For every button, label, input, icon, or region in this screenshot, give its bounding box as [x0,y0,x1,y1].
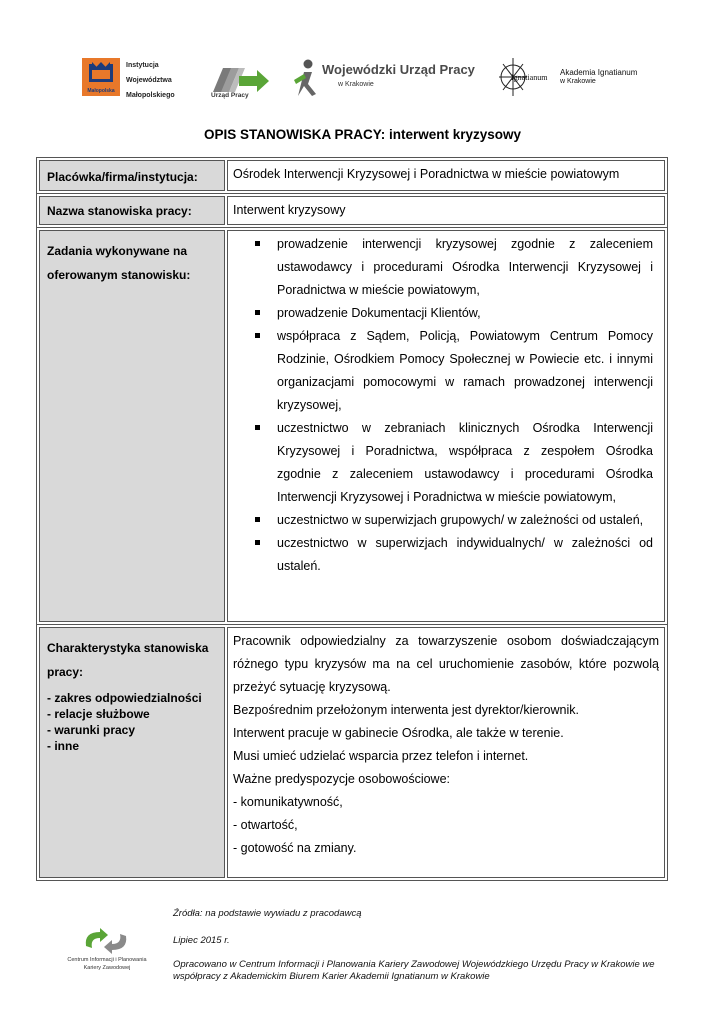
credits-line-2: współpracy z Akademickim Biurem Karier Akademii Ignatianum w Krakowie [173,971,490,982]
list-item: prowadzenie interwencji kryzysowej zgodnie z zaleceniem ustawodawcy i procedurami Ośrodka Interwencji Kryzysowej i Poradnictwa w mieście powiatowym, [277,233,657,302]
table-row-nazwa [37,193,667,227]
credits-line-1: Opracowano w Centrum Informacji i Planowania Kariery Zawodowej Wojewódzkiego Urzędu Pracy w Krakowie we [173,959,655,970]
zadania-list [233,233,659,578]
nazwa-label: Nazwa stanowiska pracy: [39,196,225,225]
table-row-zadania [37,227,667,624]
char-line: Musi umieć udzielać wsparcia przez telefon i internet. [233,749,529,763]
wup-subtitle: w Krakowie [338,81,374,88]
table-row-charakterystyka [37,624,667,880]
list-item: współpraca z Sądem, Policją, Powiatowym Centrum Pomocy Rodzinie, Ośrodkiem Pomocy Społecznej w Powiecie etc. i innymi organizacjami pomocowymi w ramach prowadzonej interwencji kryzysowej, [277,325,657,417]
urzad-pracy-label: Urząd Pracy [211,92,249,99]
table-row-placowka [37,158,667,193]
ciip-logo [80,926,132,956]
sublabel-relacje: - relacje służbowe [47,707,150,721]
list-item: uczestnictwo w superwizjach grupowych/ w zależności od ustaleń, [277,509,657,532]
nazwa-value: Interwent kryzysowy [227,196,665,225]
source-note: Źródła: na podstawie wywiadu z pracodawcą [173,908,362,919]
sublabel-warunki: - warunki pracy [47,723,136,737]
placowka-label: Placówka/firma/instytucja: [39,160,225,191]
char-line: Bezpośrednim przełożonym interwenta jest dyrektor/kierownik. [233,703,579,717]
institution-line-3: Małopolskiego [126,92,175,99]
sublabel-zakres: - zakres odpowiedzialności [47,691,202,705]
malopolska-logo [82,58,120,96]
zadania-value [227,230,665,622]
date-note: Lipiec 2015 r. [173,935,230,946]
placowka-value: Ośrodek Interwencji Kryzysowej i Poradnictwa w mieście powiatowym [227,160,665,191]
ai-title: Akademia Ignatianum [560,68,638,77]
ciip-logo-text: Centrum Informacji i Planowania Kariery Zawodowej [67,957,147,971]
institution-line-1: Instytucja [126,62,159,69]
wup-title: Wojewódzki Urząd Pracy [322,62,475,77]
wup-person-icon [292,58,320,98]
list-item: uczestnictwo w zebraniach klinicznych Ośrodka Interwencji Kryzysowej i Poradnictwa, współpraca z zespołem Ośrodka zgodnie z zaleceniem ustawodawcy i procedurami Ośrodka Interwencji Kryzysowej i Poradnictwa w mieście powiatowym, [277,417,657,509]
zadania-label: Zadania wykonywane na oferowanym stanowisku: [39,230,225,622]
institution-line-2: Województwa [126,77,172,84]
char-line: - komunikatywność, [233,795,343,809]
char-line: - gotowość na zmiany. [233,841,357,855]
charakterystyka-label: Charakterystyka stanowiska pracy: [47,641,209,679]
char-line: Interwent pracuje w gabinecie Ośrodka, ale także w terenie. [233,726,564,740]
list-item: prowadzenie Dokumentacji Klientów, [277,302,657,325]
ignatianum-logo-text: Ignatianum [511,73,548,82]
institution-text [126,58,175,103]
sublabel-inne: - inne [47,739,79,753]
m-letter-icon [89,64,113,82]
page-title: OPIS STANOWISKA PRACY: interwent kryzysowy [203,127,522,142]
header-logos [0,50,725,106]
job-description-table [36,157,668,881]
malopolska-logo-text: Małopolska [87,88,115,94]
char-line: Ważne predyspozycje osobowościowe: [233,772,451,786]
list-item: uczestnictwo w superwizjach indywidualnych/ w zależności od ustaleń. [277,532,657,578]
char-line: - otwartość, [233,818,298,832]
ai-subtitle: w Krakowie [560,78,596,85]
charakterystyka-label-cell [39,627,225,878]
charakterystyka-sublabels [47,690,218,754]
char-line: Pracownik odpowiedzialny za towarzyszenie osobom doświadczającym różnego typu kryzysów ma na cel uruchomienie zasobów, które pozwolą przeżyć sytuację kryzysową. [233,634,659,694]
footer [0,900,725,1024]
ignatianum-logo [497,54,555,100]
charakterystyka-value [227,627,665,878]
